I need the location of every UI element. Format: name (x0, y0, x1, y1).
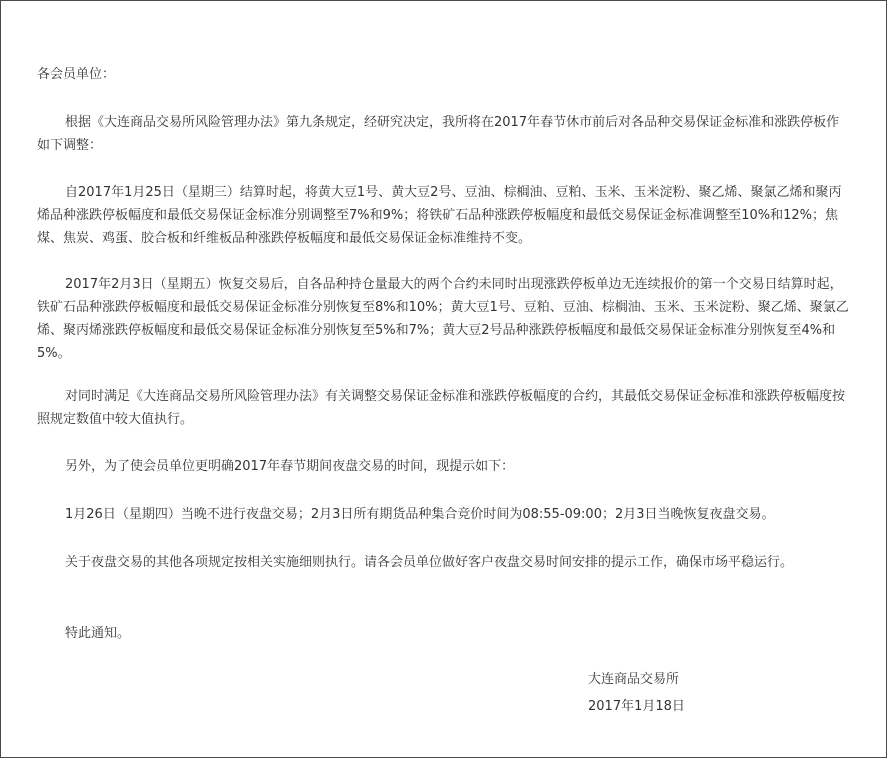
paragraph-adjustment: 自2017年1月25日（星期三）结算时起，将黄大豆1号、黄大豆2号、豆油、棕榈油、豆粕、玉米、玉米淀粉、聚乙烯、聚氯乙烯和聚丙烯品种涨跌停板幅度和最低交易保证金标准分别调整至7%和9%；将铁矿石品种涨跌停板幅度和最低交易保证金标准调整至10%和12%；焦煤、焦炭、鸡蛋、胶合板和纤维板品种涨跌停板幅度和最低交易保证金标准维持不变。 (37, 185, 842, 246)
paragraph-night-session-intro: 另外，为了使会员单位更明确2017年春节期间夜盘交易的时间，现提示如下： (65, 459, 515, 474)
paragraph-larger-value: 对同时满足《大连商品交易所风险管理办法》有关调整交易保证金标准和涨跌停板幅度的合约，其最低交易保证金标准和涨跌停板幅度按照规定数值中较大值执行。 (37, 389, 846, 427)
issuer-name: 大连商品交易所 (588, 672, 680, 687)
paragraph-night-session-schedule: 1月26日（星期四）当晚不进行夜盘交易；2月3日所有期货品种集合竞价时间为08:55-09:00；2月3日当晚恢复夜盘交易。 (65, 507, 775, 522)
paragraph-closing: 特此通知。 (65, 626, 131, 641)
salutation: 各会员单位： (37, 67, 116, 82)
issue-date: 2017年1月18日 (588, 699, 685, 714)
paragraph-basis: 根据《大连商品交易所风险管理办法》第九条规定，经研究决定，我所将在2017年春节休市前后对各品种交易保证金标准和涨跌停板作如下调整： (37, 115, 840, 153)
paragraph-restoration: 2017年2月3日（星期五）恢复交易后，自各品种持仓量最大的两个合约未同时出现涨跌停板单边无连续报价的第一个交易日结算时起，铁矿石品种涨跌停板幅度和最低交易保证金标准分别恢复至8%和10%；黄大豆1号、豆粕、豆油、棕榈油、玉米、玉米淀粉、聚乙烯、聚氯乙烯、聚丙烯涨跌停板幅度和最低交易保证金标准分别恢复至5%和7%；黄大豆2号品种涨跌停板幅度和最低交易保证金标准分别恢复至4%和5%。 (37, 277, 849, 361)
paragraph-other-rules: 关于夜盘交易的其他各项规定按相关实施细则执行。请各会员单位做好客户夜盘交易时间安排的提示工作，确保市场平稳运行。 (65, 555, 794, 570)
